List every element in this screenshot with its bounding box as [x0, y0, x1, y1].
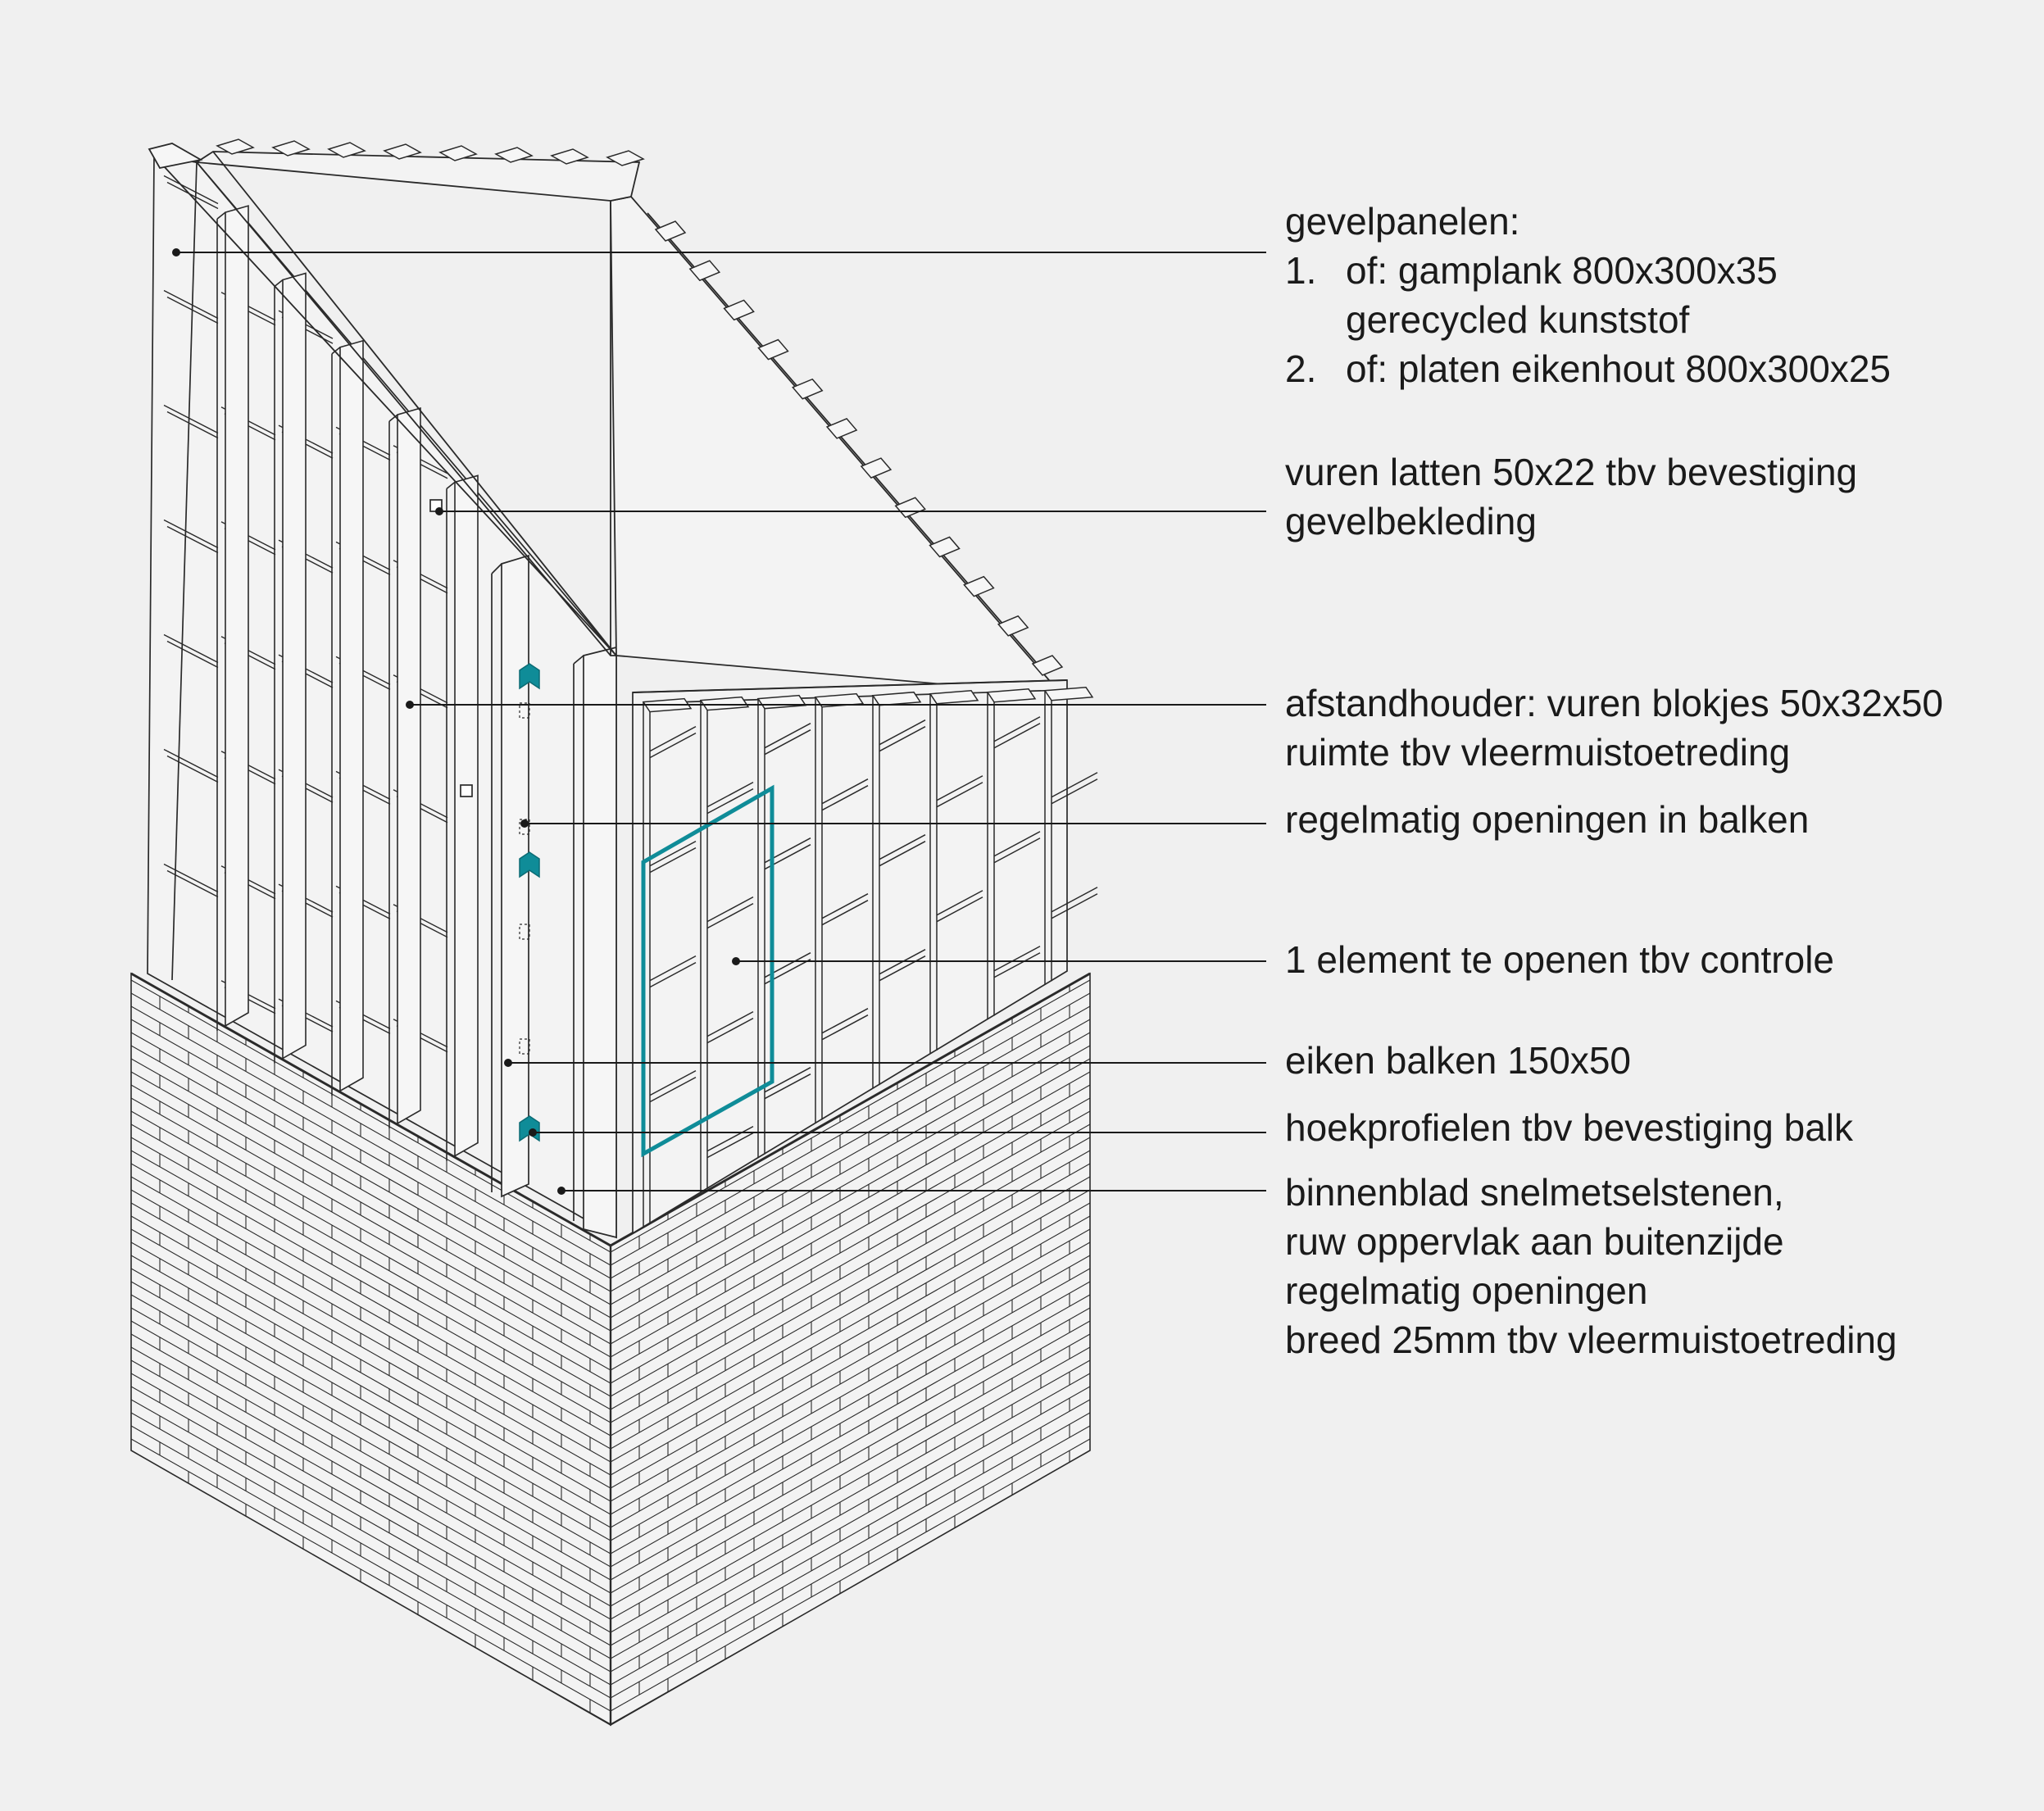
label-afstandhouder-line1: afstandhouder: vuren blokjes 50x32x50: [1285, 682, 1944, 724]
roof-slope: [611, 197, 1049, 692]
label-latten-line1: vuren latten 50x22 tbv bevestiging: [1285, 451, 1858, 493]
label-hoekprofielen-line1: hoekprofielen tbv bevestiging balk: [1285, 1106, 1854, 1149]
label-item-1-line1: of: gamplank 800x300x35: [1346, 249, 1778, 292]
label-gevelpanelen-title: gevelpanelen:: [1285, 200, 1520, 243]
label-item-1-line2: gerecycled kunststof: [1346, 298, 1690, 341]
label-hoekprofielen: [1285, 1103, 1853, 1152]
label-binnenblad-line2: ruw oppervlak aan buitenzijde: [1285, 1220, 1784, 1263]
label-binnenblad: [1285, 1168, 1897, 1364]
label-afstandhouder: [1285, 679, 1943, 777]
label-latten-line2: gevelbekleding: [1285, 500, 1537, 542]
label-latten: [1285, 447, 1857, 546]
corner-post: [584, 647, 616, 1237]
label-item-1-number: 1.: [1285, 249, 1317, 292]
label-item-2-number: 2.: [1285, 347, 1317, 390]
label-openingen-line1: regelmatig openingen in balken: [1285, 798, 1810, 841]
label-balken: [1285, 1036, 1631, 1085]
label-balken-line1: eiken balken 150x50: [1285, 1039, 1631, 1082]
label-binnenblad-line4: breed 25mm tbv vleermuistoetreding: [1285, 1319, 1897, 1361]
label-element: [1285, 935, 1834, 984]
label-element-line1: 1 element te openen tbv controle: [1285, 938, 1835, 981]
oak-beam: [502, 556, 529, 1196]
label-item-2-line1: of: platen eikenhout 800x300x25: [1346, 347, 1891, 390]
label-binnenblad-line3: regelmatig openingen: [1285, 1269, 1648, 1312]
label-afstandhouder-line2: ruimte tbv vleermuistoetreding: [1285, 731, 1791, 774]
label-gevelpanelen: [1285, 197, 1891, 393]
label-openingen: [1285, 795, 1809, 844]
label-binnenblad-line1: binnenblad snelmetselstenen,: [1285, 1171, 1784, 1214]
